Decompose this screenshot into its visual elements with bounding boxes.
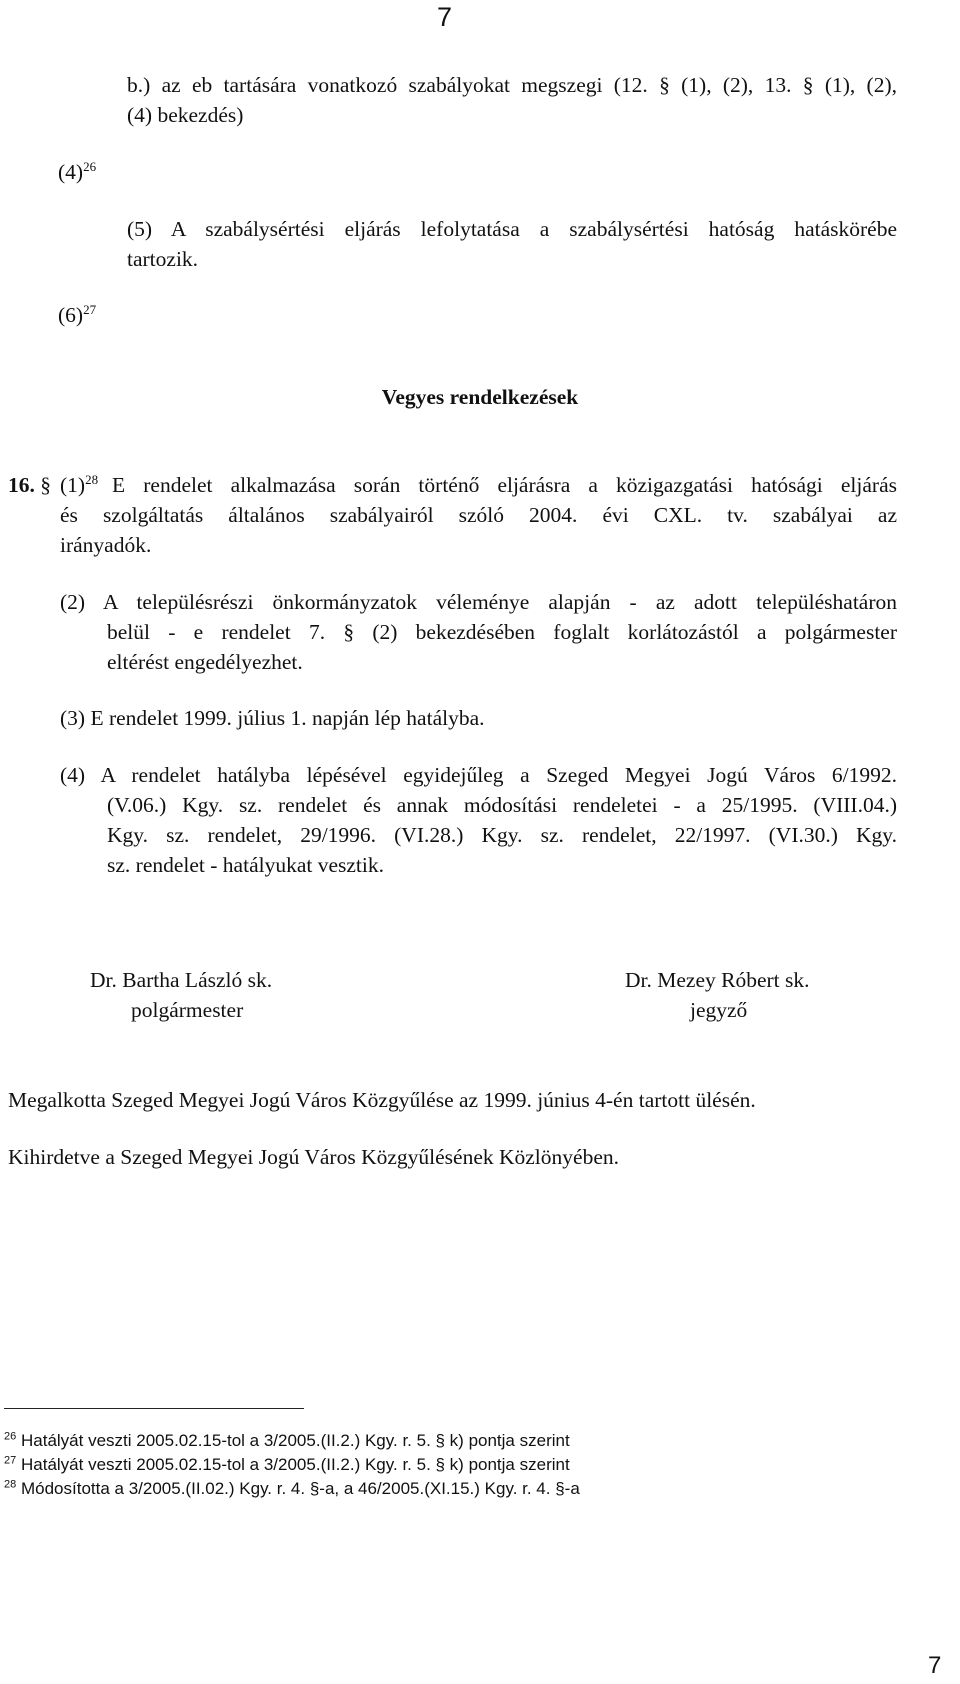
section-16-heading (8, 470, 51, 500)
page-number-top: 7 (437, 2, 453, 32)
section-16-number: 16. (8, 473, 35, 497)
footnote-separator (4, 1408, 304, 1409)
footnote-26-text: Hatályát veszti 2005.02.15-tol a 3/2005.(II.2.) Kgy. r. 5. § k) pontja szerint (20, 1431, 570, 1450)
footnote-28 (4, 1477, 580, 1501)
p1-label: (1) (60, 473, 86, 497)
paragraph-4-label: (4) (58, 160, 84, 184)
page-number-bottom: 7 (928, 1652, 942, 1679)
signature-right-name: Dr. Mezey Róbert sk. (625, 968, 810, 992)
item-b-line-1: b.) az eb tartására vonatkozó szabályokat megszegi (12. § (1), (2), 13. § (1), (2), (127, 73, 897, 97)
section-16-p1-label (60, 470, 98, 500)
section-16-p1-line-3: irányadók. (60, 533, 152, 557)
section-16-p4-line-3: Kgy. sz. rendelet, 29/1996. (VI.28.) Kgy. sz. rendelet, 22/1997. (VI.30.) Kgy. (107, 823, 897, 847)
section-16-p4-line-2: (V.06.) Kgy. sz. rendelet és annak módosítási rendeletei - a 25/1995. (VIII.04.) (107, 793, 897, 817)
signature-left-name: Dr. Bartha László sk. (90, 968, 273, 992)
signature-right-role: jegyző (690, 998, 748, 1022)
footnote-26-number: 26 (4, 1430, 17, 1443)
section-title: Vegyes rendelkezések (381, 385, 579, 409)
section-16-p2-line-3: eltérést engedélyezhet. (107, 650, 303, 674)
footnote-28-text: Módosította a 3/2005.(II.02.) Kgy. r. 4. §-a, a 46/2005.(XI.15.) Kgy. r. 4. §-a (20, 1479, 580, 1498)
footnote-27-number: 27 (4, 1454, 17, 1467)
footnote-26 (4, 1429, 570, 1453)
section-16-p3: (3) E rendelet 1999. július 1. napján lép hatályba. (60, 706, 485, 730)
footnote-ref-26[interactable]: 26 (83, 158, 97, 174)
footnote-28-number: 28 (4, 1478, 17, 1491)
paragraph-6-label: (6) (58, 303, 84, 327)
footnote-ref-28[interactable]: 28 (85, 471, 99, 487)
item-b-line-2: (4) bekezdés) (127, 103, 244, 127)
paragraph-5-line-1: (5) A szabálysértési eljárás lefolytatása a szabálysértési hatóság hatáskörébe (127, 217, 897, 241)
section-16-p2-line-1: (2) A településrészi önkormányzatok véleménye alapján - az adott településhatáron (60, 590, 897, 614)
section-16-p4-line-1: (4) A rendelet hatályba lépésével egyidejűleg a Szeged Megyei Jogú Város 6/1992. (60, 763, 897, 787)
adopted-statement: Megalkotta Szeged Megyei Jogú Város Közgyűlése az 1999. június 4-én tartott ülésén. (8, 1088, 756, 1112)
paragraph-4 (58, 157, 96, 187)
paragraph-5-line-2: tartozik. (127, 247, 199, 271)
section-16-p1-line-1: E rendelet alkalmazása során történő eljárásra a közigazgatási hatósági eljárás (112, 473, 897, 497)
paragraph-6 (58, 300, 96, 330)
footnote-ref-27[interactable]: 27 (83, 301, 97, 317)
published-statement: Kihirdetve a Szeged Megyei Jogú Város Közgyűlésének Közlönyében. (8, 1145, 619, 1169)
signature-left-role: polgármester (131, 998, 244, 1022)
section-sign: § (40, 473, 51, 497)
section-16-p2-line-2: belül - e rendelet 7. § (2) bekezdésében foglalt korlátozástól a polgármester (107, 620, 897, 644)
footnote-27-text: Hatályát veszti 2005.02.15-tol a 3/2005.(II.2.) Kgy. r. 5. § k) pontja szerint (20, 1455, 570, 1474)
section-16-p4-line-4: sz. rendelet - hatályukat vesztik. (107, 853, 385, 877)
section-16-p1-line-2: és szolgáltatás általános szabályairól szóló 2004. évi CXL. tv. szabályai az (60, 503, 897, 527)
footnote-27 (4, 1453, 570, 1477)
